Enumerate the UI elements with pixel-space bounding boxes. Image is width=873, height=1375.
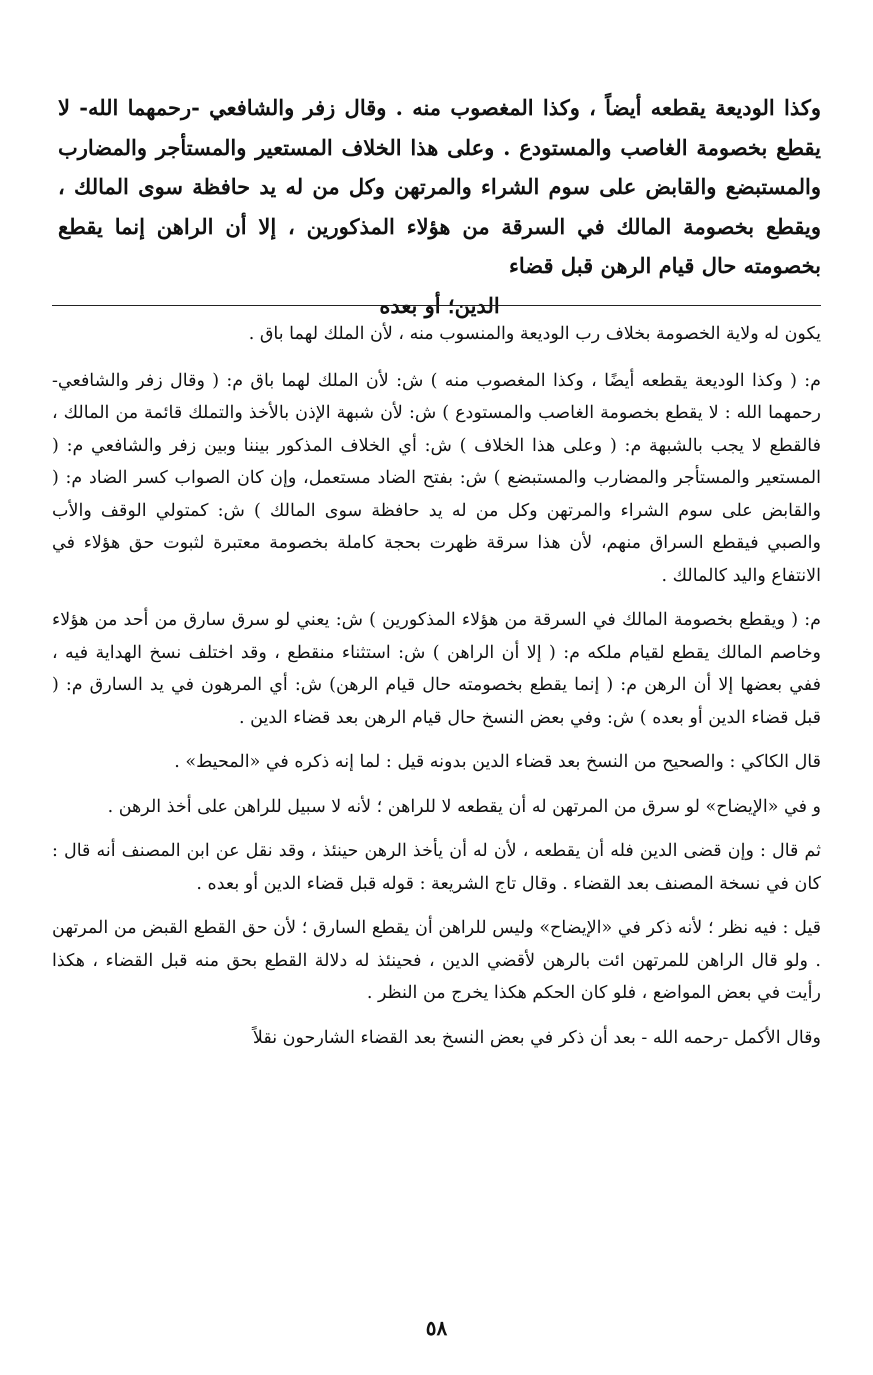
commentary-paragraph: م: ( ويقطع بخصومة المالك في السرقة من هؤلاء المذكورين ) ش: يعني لو سرق سارق من أحد من هؤلاء وخاصم المالك يقطع لقيام ملكه م: ( إلا أن الراهن ) ش: استثناء منقطع ، وقد اختلف نسخ الهداية فيه ، ففي بعضها إلا أن الرهن م: ( إنما يقطع بخصومته حال قيام الرهن) ش: أي المرهون في يد السارق م: ( قبل قضاء الدين أو بعده ) ش: وفي بعض النسخ حال قيام الرهن بعد قضاء الدين .	[52, 610, 821, 728]
main-text-body: وكذا الوديعة يقطعه أيضاً ، وكذا المغصوب منه . وقال زفر والشافعي -رحمهما الله- لا يقطع بخصومة الغاصب والمستودع . وعلى هذا الخلاف المستعير والمستأجر والمضارب والمستبضع والقابض على سوم الشراء والمرتهن وكل من له يد حافظة سوى المالك ، ويقطع بخصومة المالك في السرقة من هؤلاء المذكورين ، إلا أن الراهن إنما يقطع بخصومته حال قيام الرهن قبل قضاء	[58, 95, 821, 278]
commentary-paragraph: قال الكاكي : والصحيح من النسخ بعد قضاء الدين بدونه قيل : لما إنه ذكره في «المحيط» .	[174, 752, 821, 772]
commentary-paragraph: م: ( وكذا الوديعة يقطعه أيضًا ، وكذا المغصوب منه ) ش: لأن الملك لهما باق م: ( وقال زفر والشافعي- رحمهما الله : لا يقطع بخصومة الغاصب والمستودع ) ش: لأن شبهة الإذن بالأخذ والتملك قائمة من المالك ، فالقطع لا يجب بالشبهة م: ( وعلى هذا الخلاف ) ش: أي الخلاف المذكور بيننا وبين زفر والشافعي م: ( المستعير والمستأجر والمضارب والمستبضع ) ش: بفتح الضاد مستعمل، وإن كان الصواب كسر الضاد م: ( والقابض على سوم الشراء والمرتهن وكل من له يد حافظة سوى المالك ) ش: كمتولي الوقف والأب والصبي فيقطع السراق منهم، لأن هذا سرقة ظهرت بحجة كاملة بخصومة معتبرة لثبوت حق هؤلاء في الانتفاع واليد كالمالك .	[52, 370, 821, 586]
commentary-paragraph: ثم قال : وإن قضى الدين فله أن يقطعه ، لأن له أن يأخذ الرهن حينئذ ، وقد نقل عن ابن المصنف أنه قال : كان في نسخة المصنف بعد القضاء . وقال تاج الشريعة : قوله قبل قضاء الدين أو بعده .	[52, 841, 821, 894]
main-text-last-line: الدين؛ أو بعده	[379, 292, 500, 318]
commentary-paragraph: وقال الأكمل -رحمه الله - بعد أن ذكر في بعض النسخ بعد القضاء الشارحون نقلاً	[252, 1027, 821, 1048]
commentary-paragraph: و في «الإيضاح» لو سرق من المرتهن له أن يقطعه لا للراهن ؛ لأنه لا سبيل للراهن على أخذ الرهن .	[107, 796, 821, 817]
separator-line	[52, 305, 821, 306]
commentary-paragraph: يكون له ولاية الخصومة بخلاف رب الوديعة والمنسوب منه ، لأن الملك لهما باق .	[248, 324, 821, 344]
main-text	[58, 88, 821, 325]
commentary	[52, 318, 821, 1066]
page-number: ٥٨	[425, 1316, 448, 1340]
commentary-paragraph: قيل : فيه نظر ؛ لأنه ذكر في «الإيضاح» وليس للراهن أن يقطع السارق ؛ لأن حق القطع القبض من المرتهن . ولو قال الراهن للمرتهن ائت بالرهن لأقضي الدين ، فحينئذ له دلالة القطع بحق منه قبل القضاء ، هكذا رأيت في بعض المواضع ، فلو كان الحكم هكذا يخرج من النظر .	[52, 918, 821, 1003]
